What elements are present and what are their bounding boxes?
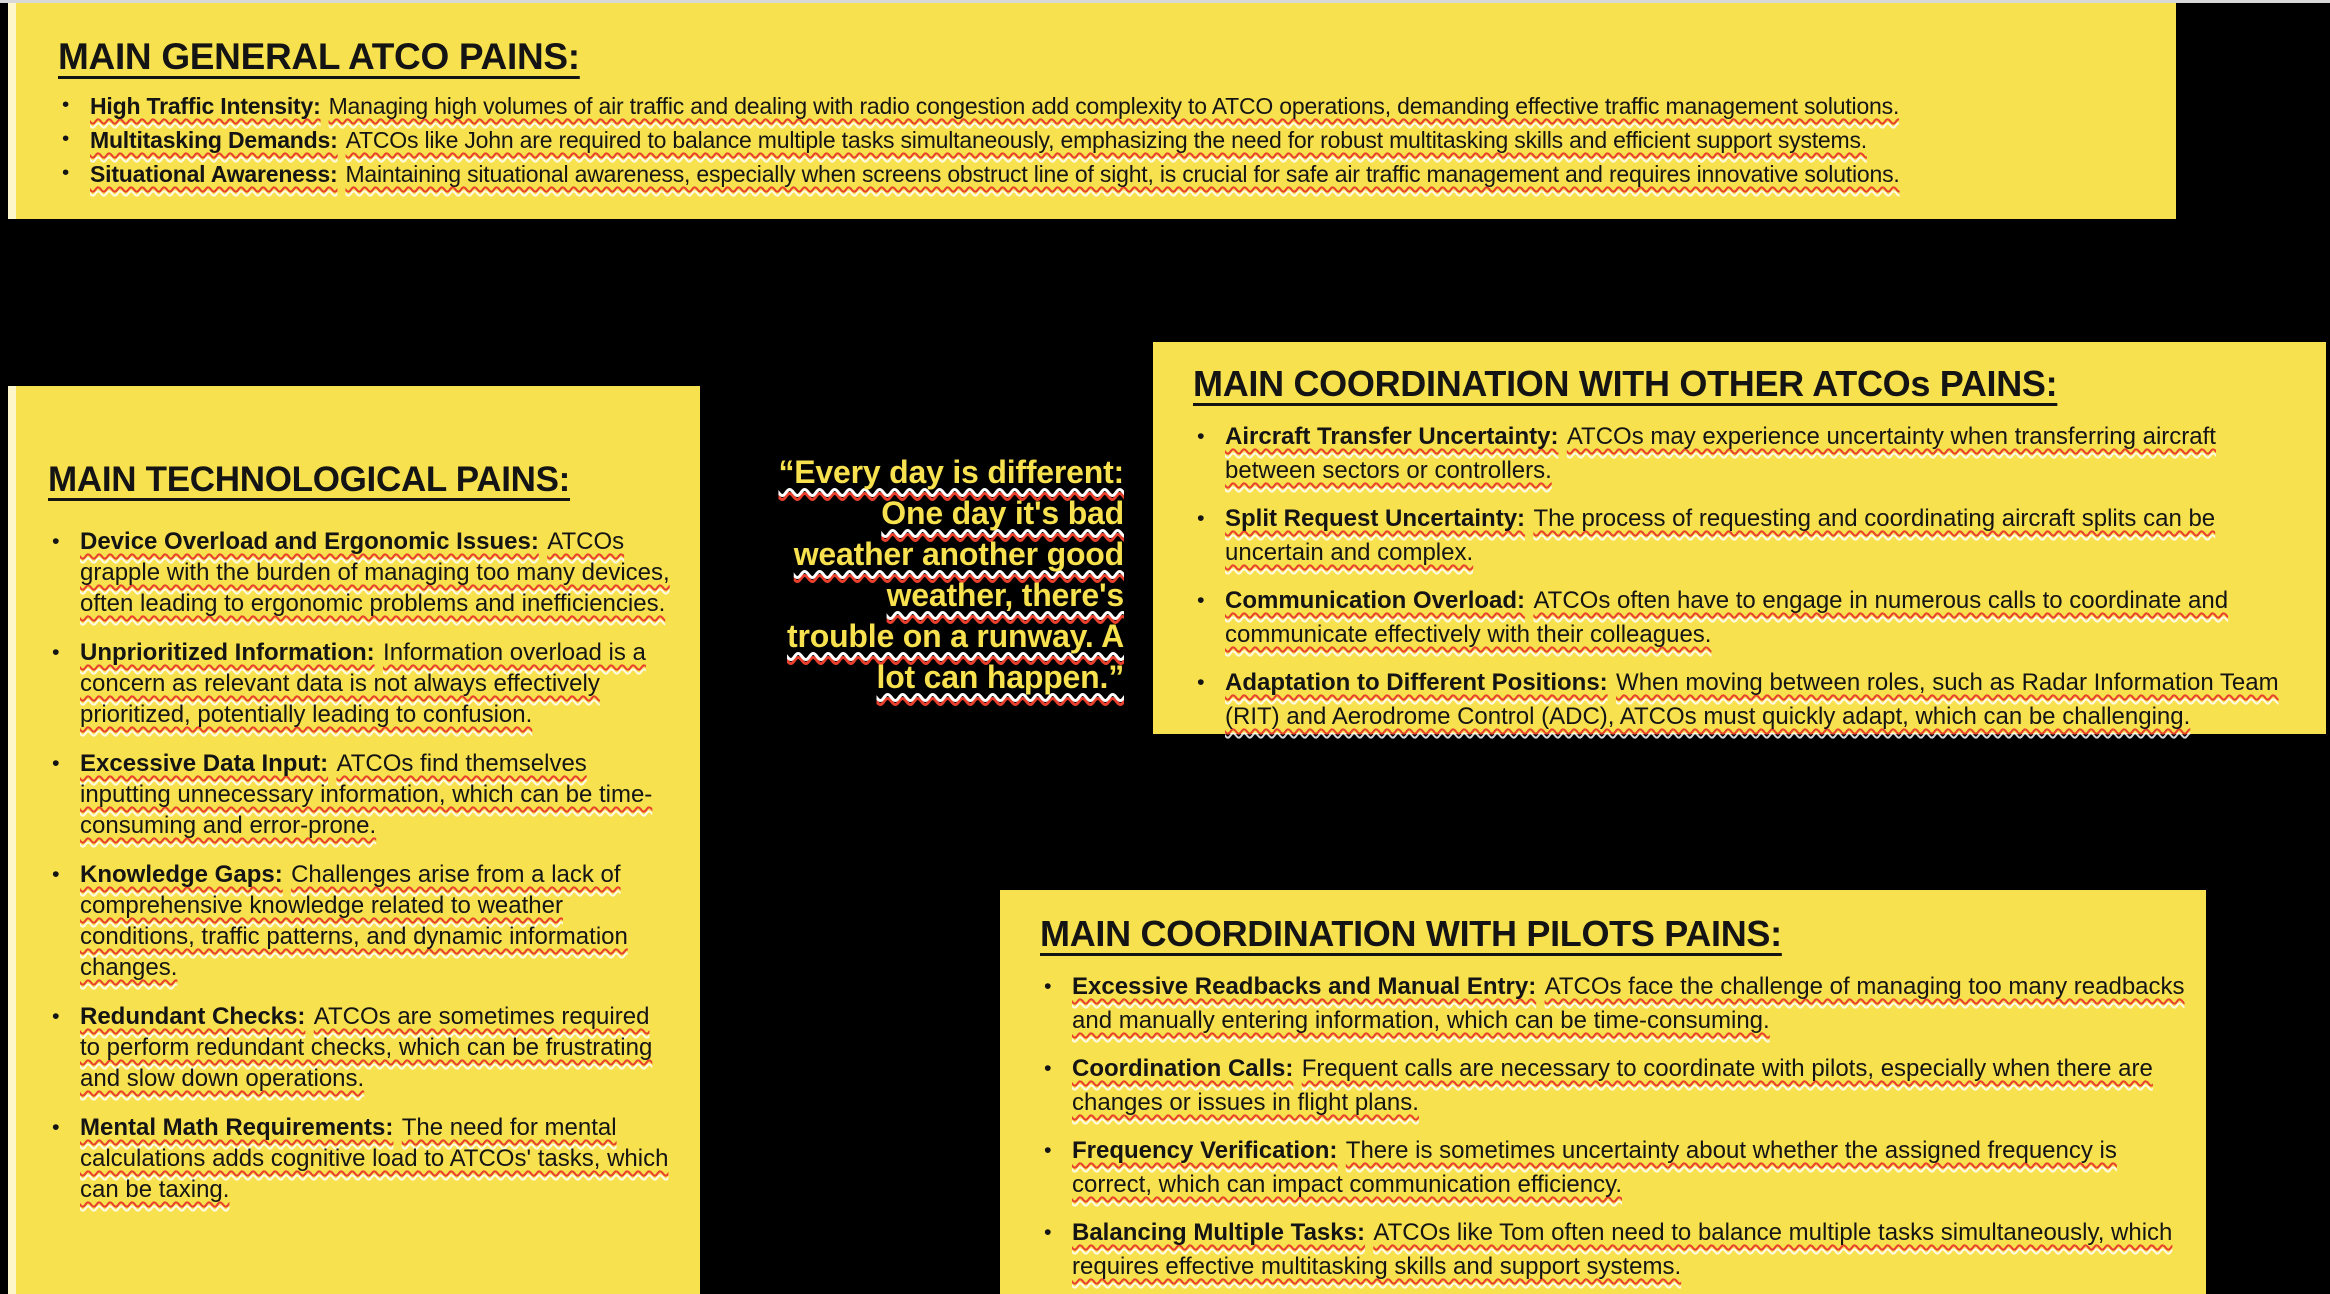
pain-text: Managing high volumes of air traffic and dealing with radio congestion add complexity to ATCO operations, demanding effective traffic management solutions. (328, 93, 1900, 119)
quote-line: One day it's bad (881, 495, 1124, 531)
pain-text: The need for mental calculations adds cognitive load to ATCOs' tasks, which can be taxing. (80, 1114, 669, 1203)
pain-text: ATCOs grapple with the burden of managing too many devices, often leading to ergonomic problems and inefficiencies. (80, 528, 670, 617)
pain-text: When moving between roles, such as Radar Information Team (RIT) and Aerodrome Control (ADC), ATCOs must quickly adapt, which can be challenging. (1225, 669, 2279, 730)
sticky-note-technological-pains[interactable] (8, 386, 700, 1294)
pain-bullet (1193, 666, 2296, 734)
pain-lead: Communication Overload: (1225, 587, 1526, 614)
pain-text: ATCOs like Tom often need to balance multiple tasks simultaneously, which requires effective multitasking skills and support systems. (1072, 1219, 2173, 1280)
pain-bullet (48, 1001, 674, 1094)
pain-bullet (1040, 1216, 2186, 1284)
pain-lead: Aircraft Transfer Uncertainty: (1225, 423, 1559, 450)
pain-text: Maintaining situational awareness, especially when screens obstruct line of sight, is crucial for safe air traffic management and requires innovative solutions. (345, 161, 1900, 187)
pain-bullet (58, 157, 2156, 191)
pain-text: Challenges arise from a lack of comprehensive knowledge related to weather conditions, traffic patterns, and dynamic information changes. (80, 861, 628, 981)
pain-bullet (48, 637, 674, 730)
coordination-pilots-pains-list (1040, 970, 2186, 1284)
pain-bullet (1193, 502, 2296, 570)
pain-text: ATCOs often have to engage in numerous calls to coordinate and communicate effectively with their colleagues. (1225, 587, 2229, 648)
pain-lead: Mental Math Requirements: (80, 1114, 394, 1141)
technological-pains-list (48, 526, 674, 1205)
pain-lead: Excessive Readbacks and Manual Entry: (1072, 973, 1537, 1000)
pain-text: ATCOs are sometimes required to perform redundant checks, which can be frustrating and slow down operations. (80, 1003, 653, 1092)
note-title-general: MAIN GENERAL ATCO PAINS: (58, 36, 580, 77)
pain-bullet (1040, 1052, 2186, 1120)
pain-text: Information overload is a concern as relevant data is not always effectively prioritized, potentially leading to confusion. (80, 639, 646, 728)
pain-bullet (48, 748, 674, 841)
pain-lead: Situational Awareness: (90, 161, 338, 187)
pain-bullet (48, 859, 674, 983)
pain-bullet (48, 526, 674, 619)
pain-bullet (58, 123, 2156, 157)
pain-lead: Device Overload and Ergonomic Issues: (80, 528, 539, 555)
pain-text: ATCOs like John are required to balance multiple tasks simultaneously, emphasizing the need for robust multitasking skills and efficient support systems. (345, 127, 1867, 153)
quote-line: weather, there's (886, 577, 1124, 613)
pain-bullet (1193, 420, 2296, 488)
note-title-technological: MAIN TECHNOLOGICAL PAINS: (48, 460, 571, 499)
pain-lead: Unprioritized Information: (80, 639, 375, 666)
pain-lead: High Traffic Intensity: (90, 93, 321, 119)
pain-lead: Balancing Multiple Tasks: (1072, 1219, 1365, 1246)
pain-text: There is sometimes uncertainty about whether the assigned frequency is correct, which can impact communication efficiency. (1072, 1137, 2117, 1198)
window-top-edge (0, 0, 2330, 3)
pain-text: ATCOs find themselves inputting unnecessary information, which can be time-consuming and error-prone. (80, 750, 653, 839)
pain-lead: Knowledge Gaps: (80, 861, 283, 888)
pain-text: ATCOs face the challenge of managing too many readbacks and manually entering information, which can be time-consuming. (1072, 973, 2185, 1034)
pain-bullet (1040, 970, 2186, 1038)
quote-line: trouble on a runway. A (787, 618, 1124, 654)
pain-lead: Multitasking Demands: (90, 127, 338, 153)
quote-line: weather another good (793, 536, 1124, 572)
pain-lead: Excessive Data Input: (80, 750, 329, 777)
sticky-note-general-pains[interactable] (8, 3, 2176, 219)
sticky-note-coordination-pilots-pains[interactable] (1000, 890, 2206, 1294)
pain-lead: Adaptation to Different Positions: (1225, 669, 1608, 696)
pain-text: The process of requesting and coordinating aircraft splits can be uncertain and complex. (1225, 505, 2216, 566)
note-title-coordination-pilots: MAIN COORDINATION WITH PILOTS PAINS: (1040, 913, 1782, 954)
note-title-coordination-atcos: MAIN COORDINATION WITH OTHER ATCOs PAINS: (1193, 363, 2058, 404)
pain-lead: Frequency Verification: (1072, 1137, 1338, 1164)
pain-bullet (1040, 1134, 2186, 1202)
quote-text[interactable] (726, 452, 1124, 698)
quote-line: “Every day is different: (778, 454, 1124, 490)
coordination-atcos-pains-list (1193, 420, 2296, 734)
general-pains-list (58, 89, 2156, 191)
quote-line: lot can happen.” (876, 659, 1124, 695)
pain-bullet (58, 89, 2156, 123)
pain-bullet (48, 1112, 674, 1205)
pain-lead: Redundant Checks: (80, 1003, 306, 1030)
pain-text: Frequent calls are necessary to coordinate with pilots, especially when there are changes or issues in flight plans. (1072, 1055, 2153, 1116)
pain-text: ATCOs may experience uncertainty when transferring aircraft between sectors or controllers. (1225, 423, 2216, 484)
pain-lead: Coordination Calls: (1072, 1055, 1294, 1082)
pain-bullet (1193, 584, 2296, 652)
pain-lead: Split Request Uncertainty: (1225, 505, 1526, 532)
sticky-note-coordination-atcos-pains[interactable] (1153, 342, 2326, 734)
